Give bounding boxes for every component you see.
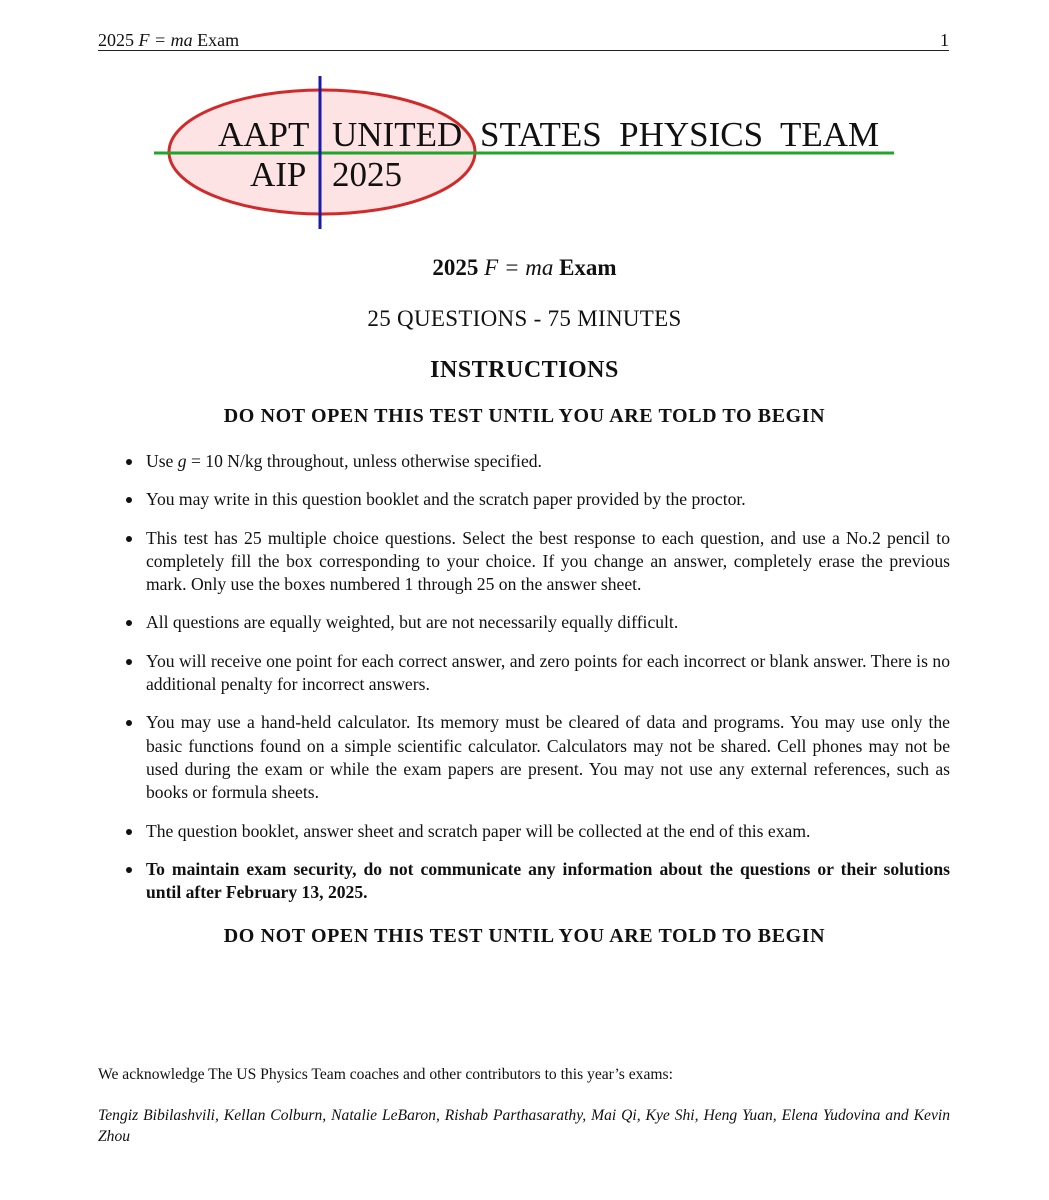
instruction-text: = 10 N/kg throughout, unless otherwise specified.	[186, 451, 542, 471]
warning-bottom: DO NOT OPEN THIS TEST UNTIL YOU ARE TOLD TO BEGIN	[223, 925, 826, 947]
instruction-item	[125, 527, 950, 597]
running-header	[98, 28, 949, 51]
header-year: 2025	[98, 30, 134, 50]
bullet-icon	[126, 720, 132, 726]
header-exam-word: Exam	[197, 30, 240, 50]
instruction-item	[125, 488, 950, 511]
bullet-icon	[126, 867, 132, 873]
exam-title	[0, 255, 1049, 281]
instruction-text: To maintain exam security, do not communicate any information about the questions or their solutions until after February 13, 2025.	[146, 858, 950, 903]
instruction-item	[125, 450, 950, 473]
title-exam-word: Exam	[559, 255, 617, 280]
gravity-symbol: g	[177, 451, 187, 471]
title-formula: F = ma	[484, 255, 554, 280]
logo-states-physics-team: STATES PHYSICS TEAM	[480, 115, 880, 154]
bullet-icon	[126, 459, 132, 465]
bullet-icon	[126, 536, 132, 542]
instructions-heading: INSTRUCTIONS	[430, 357, 619, 383]
logo-aapt: AAPT	[218, 115, 310, 154]
bullet-icon	[126, 829, 132, 835]
instruction-text: You may use a hand-held calculator. Its memory must be cleared of data and programs. You may use only the basic functions found on a simple scientific calculator. Calculators may not be shared. Cell phones may not be used during the exam or while the exam papers are present. You may not use any external references, such as books or formula sheets.	[146, 712, 950, 803]
instruction-item	[125, 820, 950, 843]
bullet-icon	[126, 497, 132, 503]
instruction-text: All questions are equally weighted, but are not necessarily equally difficult.	[146, 612, 679, 633]
instruction-text: You may write in this question booklet and the scratch paper provided by the proctor.	[146, 489, 746, 510]
contributors-list: Tengiz Bibilashvili, Kellan Colburn, Natalie LeBaron, Rishab Parthasarathy, Mai Qi, Kye Shi, Heng Yuan, Elena Yudovina and Kevin Zhou	[98, 1107, 950, 1145]
logo-year: 2025	[332, 155, 402, 194]
bullet-icon	[126, 659, 132, 665]
instruction-item	[125, 711, 950, 804]
instruction-list	[125, 450, 950, 919]
exam-length: 25 QUESTIONS - 75 MINUTES	[367, 306, 682, 331]
instruction-text: You will receive one point for each correct answer, and zero points for each incorrect or blank answer. There is no additional penalty for incorrect answers.	[146, 650, 950, 695]
logo-graphic	[150, 72, 900, 232]
page-number: 1	[940, 30, 949, 50]
security-instruction	[125, 858, 950, 905]
bullet-icon	[126, 620, 132, 626]
warning-top: DO NOT OPEN THIS TEST UNTIL YOU ARE TOLD TO BEGIN	[223, 405, 826, 427]
header-title	[98, 30, 239, 51]
logo-aip: AIP	[250, 155, 307, 194]
title-year: 2025	[432, 255, 479, 280]
header-formula: F = ma	[138, 30, 193, 50]
instruction-text: Use	[146, 451, 178, 471]
logo-united: UNITED	[332, 115, 463, 154]
acknowledgement: We acknowledge The US Physics Team coaches and other contributors to this year’s exams:	[98, 1066, 673, 1083]
instruction-item	[125, 650, 950, 697]
us-physics-team-logo	[150, 72, 900, 232]
instruction-text: This test has 25 multiple choice questions. Select the best response to each question, and use a No.2 pencil to completely fill the box corresponding to your choice. If you change an answer, completely erase the previous mark. Only use the boxes numbered 1 through 25 on the answer sheet.	[146, 527, 950, 595]
instruction-item	[125, 611, 950, 634]
instruction-text: The question booklet, answer sheet and scratch paper will be collected at the end of this exam.	[146, 820, 811, 841]
